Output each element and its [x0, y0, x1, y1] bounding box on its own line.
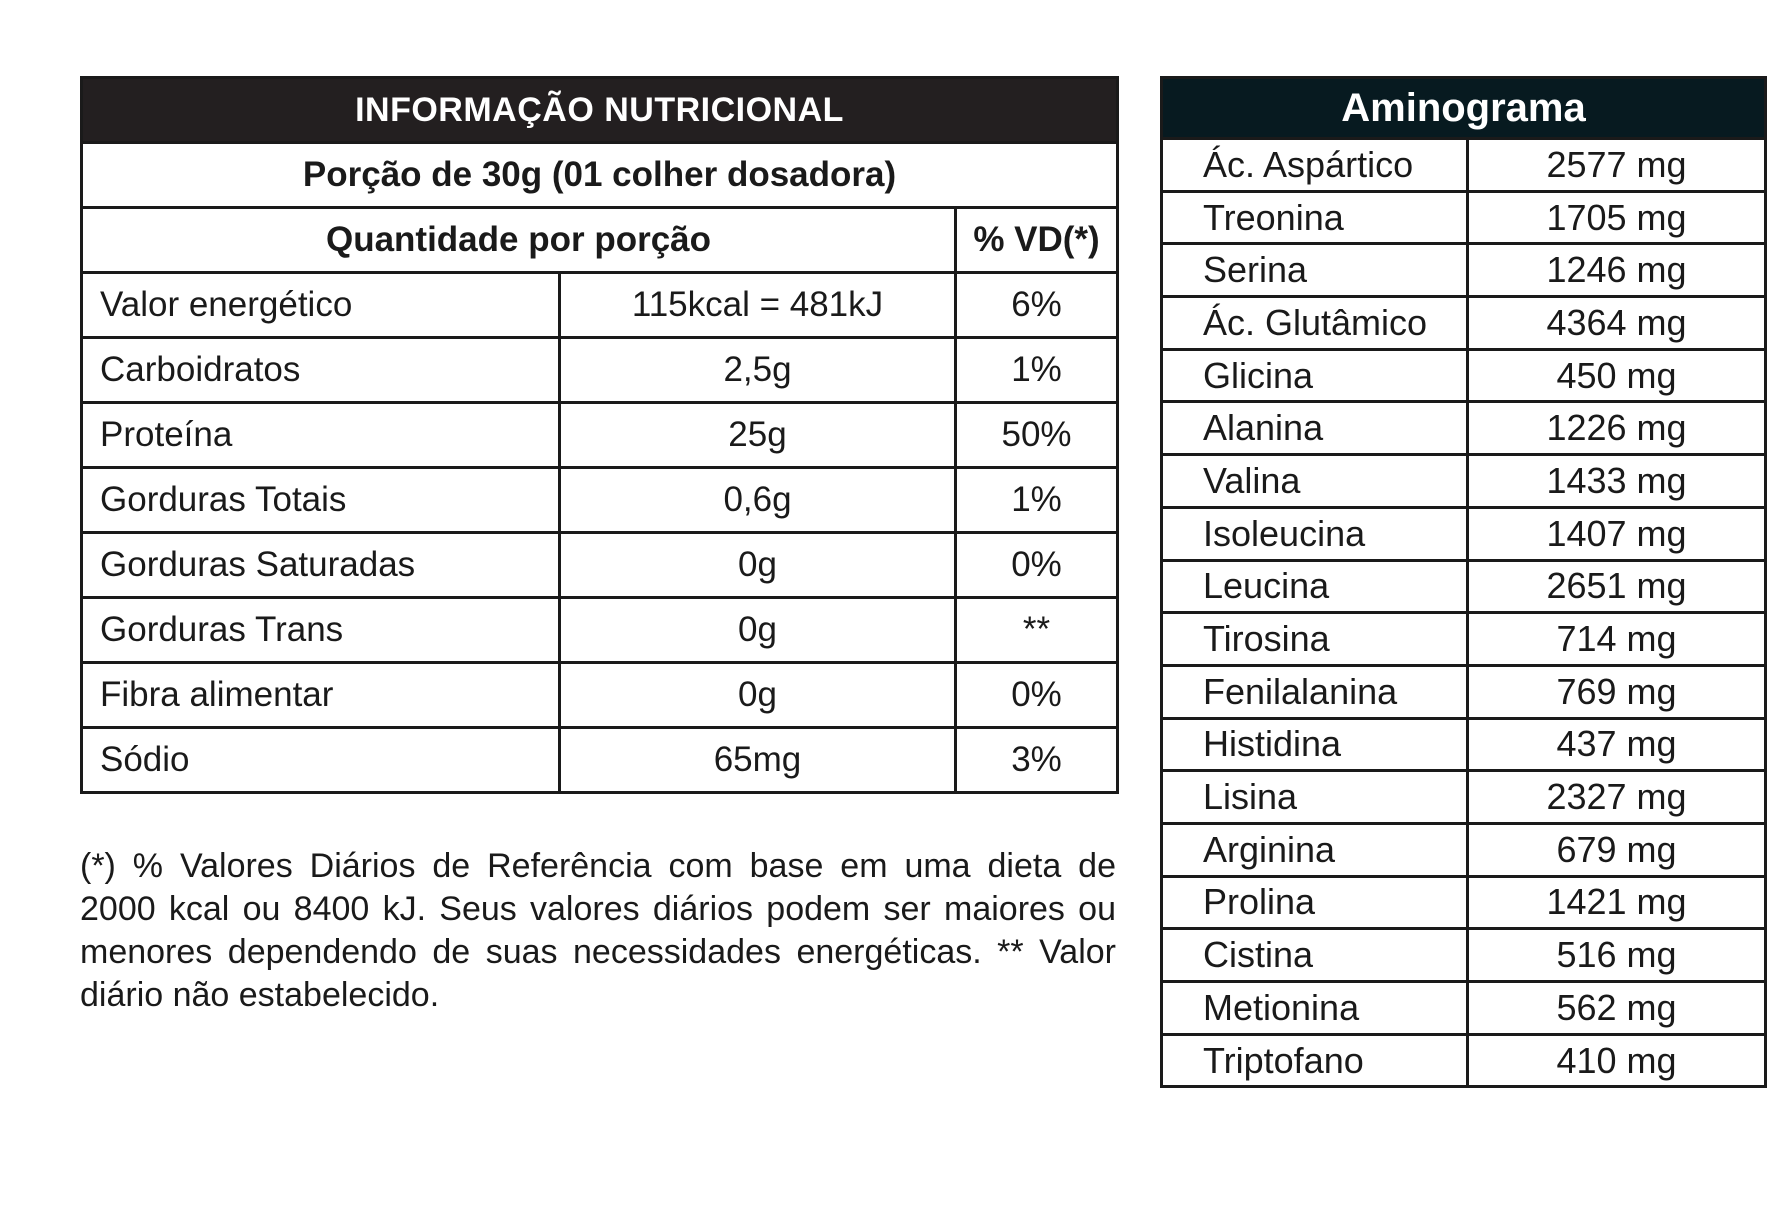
nutrient-row	[82, 403, 1118, 468]
nutrient-value: 0g	[560, 598, 956, 663]
amino-acid-name: Isoleucina	[1162, 507, 1468, 560]
amino-acid-amount: 516 mg	[1468, 929, 1766, 982]
amino-row	[1162, 560, 1766, 613]
amino-acid-name: Ác. Glutâmico	[1162, 297, 1468, 350]
nutrient-value: 2,5g	[560, 338, 956, 403]
amino-acid-amount: 769 mg	[1468, 665, 1766, 718]
amino-acid-amount: 1433 mg	[1468, 455, 1766, 508]
amino-acid-amount: 714 mg	[1468, 613, 1766, 666]
amino-acid-amount: 437 mg	[1468, 718, 1766, 771]
nutrient-row	[82, 663, 1118, 728]
nutrient-name: Proteína	[82, 403, 560, 468]
amino-acid-name: Prolina	[1162, 876, 1468, 929]
amino-acid-amount: 1226 mg	[1468, 402, 1766, 455]
amino-acid-amount: 410 mg	[1468, 1034, 1766, 1087]
amino-acid-name: Alanina	[1162, 402, 1468, 455]
amino-acid-amount: 2577 mg	[1468, 139, 1766, 192]
nutrient-value: 0,6g	[560, 468, 956, 533]
amino-acid-name: Ác. Aspártico	[1162, 139, 1468, 192]
amino-row	[1162, 1034, 1766, 1087]
nutrition-title: INFORMAÇÃO NUTRICIONAL	[82, 78, 1118, 143]
amino-acid-name: Valina	[1162, 455, 1468, 508]
portion-size: Porção de 30g (01 colher dosadora)	[82, 143, 1118, 208]
amino-row	[1162, 507, 1766, 560]
amino-acid-amount: 1407 mg	[1468, 507, 1766, 560]
amino-row	[1162, 718, 1766, 771]
amino-acid-name: Cistina	[1162, 929, 1468, 982]
nutrient-row	[82, 468, 1118, 533]
amino-acid-name: Leucina	[1162, 560, 1468, 613]
nutrient-daily-value: 3%	[956, 728, 1118, 793]
amino-acid-name: Serina	[1162, 244, 1468, 297]
aminogram-title: Aminograma	[1162, 78, 1766, 139]
amino-acid-name: Treonina	[1162, 191, 1468, 244]
nutrient-daily-value: 0%	[956, 533, 1118, 598]
amino-acid-amount: 1246 mg	[1468, 244, 1766, 297]
amino-acid-amount: 679 mg	[1468, 823, 1766, 876]
nutrient-daily-value: 1%	[956, 338, 1118, 403]
amino-acid-name: Histidina	[1162, 718, 1468, 771]
amino-acid-amount: 2651 mg	[1468, 560, 1766, 613]
nutrient-value: 0g	[560, 533, 956, 598]
nutrient-name: Gorduras Saturadas	[82, 533, 560, 598]
amino-row	[1162, 349, 1766, 402]
nutrient-name: Valor energético	[82, 273, 560, 338]
amino-row	[1162, 297, 1766, 350]
amino-acid-name: Triptofano	[1162, 1034, 1468, 1087]
amino-row	[1162, 929, 1766, 982]
amino-acid-name: Lisina	[1162, 771, 1468, 824]
amino-acid-name: Fenilalanina	[1162, 665, 1468, 718]
amino-row	[1162, 244, 1766, 297]
nutrition-facts-table	[80, 76, 1119, 794]
nutrient-value: 115kcal = 481kJ	[560, 273, 956, 338]
nutrient-name: Gorduras Trans	[82, 598, 560, 663]
nutrient-name: Carboidratos	[82, 338, 560, 403]
amino-acid-amount: 1421 mg	[1468, 876, 1766, 929]
amino-row	[1162, 823, 1766, 876]
nutrient-value: 25g	[560, 403, 956, 468]
nutrition-footnote: (*) % Valores Diários de Referência com base em uma dieta de 2000 kcal ou 8400 kJ. Seus valores diários podem ser maiores ou menores dependendo de suas necessidades energéticas. ** Valor diário não estabelecido.	[80, 847, 1116, 1014]
nutrient-value: 65mg	[560, 728, 956, 793]
nutrient-row	[82, 533, 1118, 598]
quantity-per-portion-header: Quantidade por porção	[82, 208, 956, 273]
amino-row	[1162, 982, 1766, 1035]
amino-acid-name: Tirosina	[1162, 613, 1468, 666]
nutrient-daily-value: 0%	[956, 663, 1118, 728]
amino-acid-name: Arginina	[1162, 823, 1468, 876]
amino-acid-amount: 2327 mg	[1468, 771, 1766, 824]
nutrient-value: 0g	[560, 663, 956, 728]
nutrient-row	[82, 728, 1118, 793]
nutrient-daily-value: 50%	[956, 403, 1118, 468]
nutrient-name: Gorduras Totais	[82, 468, 560, 533]
amino-row	[1162, 139, 1766, 192]
amino-row	[1162, 402, 1766, 455]
amino-acid-name: Metionina	[1162, 982, 1468, 1035]
nutrient-name: Sódio	[82, 728, 560, 793]
aminogram-table	[1160, 76, 1767, 1088]
amino-row	[1162, 613, 1766, 666]
nutrient-daily-value: 1%	[956, 468, 1118, 533]
amino-row	[1162, 665, 1766, 718]
amino-row	[1162, 455, 1766, 508]
nutrient-row	[82, 338, 1118, 403]
amino-row	[1162, 876, 1766, 929]
amino-row	[1162, 191, 1766, 244]
amino-row	[1162, 771, 1766, 824]
amino-acid-amount: 450 mg	[1468, 349, 1766, 402]
nutrient-row	[82, 273, 1118, 338]
nutrient-row	[82, 598, 1118, 663]
nutrient-daily-value: 6%	[956, 273, 1118, 338]
amino-acid-name: Glicina	[1162, 349, 1468, 402]
nutrient-daily-value: **	[956, 598, 1118, 663]
nutrient-name: Fibra alimentar	[82, 663, 560, 728]
daily-value-header: % VD(*)	[956, 208, 1118, 273]
amino-acid-amount: 562 mg	[1468, 982, 1766, 1035]
amino-acid-amount: 4364 mg	[1468, 297, 1766, 350]
amino-acid-amount: 1705 mg	[1468, 191, 1766, 244]
